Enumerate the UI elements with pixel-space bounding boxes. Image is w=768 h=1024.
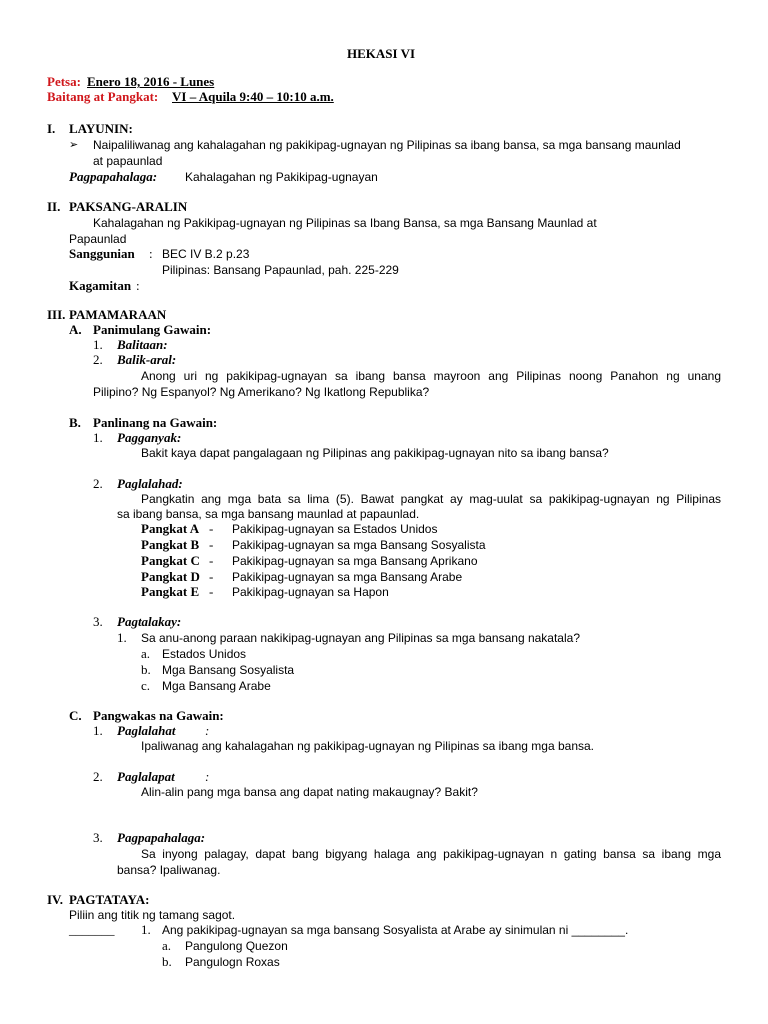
step-label: Pagganyak: bbox=[117, 430, 182, 445]
objective-line: at papaunlad bbox=[93, 154, 163, 168]
step-number: 2. bbox=[93, 769, 103, 784]
section-numeral: III. bbox=[47, 307, 66, 322]
step-label: Balik-aral: bbox=[117, 352, 177, 367]
question-number: 1. bbox=[141, 922, 151, 937]
value-label: Pagpapahalaga: bbox=[69, 169, 158, 184]
paragraph-line: bansa? Ipaliwanag. bbox=[117, 863, 221, 877]
step-number: 1. bbox=[93, 723, 103, 738]
subsection-heading: Panimulang Gawain: bbox=[93, 322, 212, 337]
paragraph-line: Pilipino? Ng Espanyol? Ng Amerikano? Ng Ikatlong Republika? bbox=[93, 385, 430, 399]
sanggunian-label: Sanggunian bbox=[69, 246, 135, 261]
reference-text: Pilipinas: Bansang Papaunlad, pah. 225-229 bbox=[162, 263, 399, 277]
bullet-arrow-icon: ➢ bbox=[69, 139, 79, 151]
step-number: 1. bbox=[93, 430, 103, 445]
section-numeral: II. bbox=[47, 199, 61, 214]
paragraph-line: Bakit kaya dapat pangalagaan ng Pilipinas ang pakikipag-ugnayan nito sa ibang bansa? bbox=[141, 446, 609, 460]
option-text: Pangulong Quezon bbox=[185, 939, 288, 953]
page-title: HEKASI VI bbox=[347, 46, 416, 61]
step-number: 2. bbox=[93, 476, 103, 491]
section-heading-pagtataya: PAGTATAYA: bbox=[69, 892, 150, 907]
step-label: Paglalapat bbox=[117, 769, 175, 784]
group-text: Pakikipag-ugnayan sa mga Bansang Arabe bbox=[232, 570, 463, 584]
kagamitan-label: Kagamitan bbox=[69, 278, 132, 293]
option-letter: b. bbox=[162, 954, 172, 969]
option-letter: b. bbox=[141, 662, 151, 677]
group-text: Pakikipag-ugnayan sa mga Bansang Sosyalista bbox=[232, 538, 486, 552]
subsection-letter: C. bbox=[69, 708, 82, 723]
step-label: Pagpapahalaga: bbox=[117, 830, 206, 845]
group-separator: - bbox=[209, 569, 214, 584]
question-text: Ang pakikipag-ugnayan sa mga bansang Sosyalista at Arabe ay sinimulan ni ________. bbox=[162, 923, 629, 937]
kagamitan-colon: : bbox=[136, 278, 140, 293]
sanggunian-colon: : bbox=[149, 246, 153, 261]
class-label: Baitang at Pangkat: bbox=[47, 89, 159, 104]
section-numeral: I. bbox=[47, 121, 56, 136]
step-label: Paglalahad: bbox=[117, 476, 183, 491]
paragraph-line: Sa inyong palagay, dapat bang bigyang halaga ang pakikipag-ugnayan n gating bansa sa ibang mga bbox=[141, 847, 721, 861]
step-number: 1. bbox=[93, 337, 103, 352]
option-letter: c. bbox=[141, 678, 151, 693]
group-separator: - bbox=[209, 553, 214, 568]
option-text: Mga Bansang Sosyalista bbox=[162, 663, 295, 677]
group-label: Pangkat D bbox=[141, 569, 200, 584]
option-text: Pangulogn Roxas bbox=[185, 955, 280, 969]
section-numeral: IV. bbox=[47, 892, 64, 907]
paragraph-line: Pangkatin ang mga bata sa lima (5). Bawat pangkat ay mag-uulat sa pakikipag-ugnayan ng Pilipinas bbox=[141, 492, 721, 506]
option-text: Mga Bansang Arabe bbox=[162, 679, 271, 693]
step-label: Paglalahat bbox=[117, 723, 176, 738]
question-number: 1. bbox=[117, 630, 127, 645]
reference-text: BEC IV B.2 p.23 bbox=[162, 247, 250, 261]
group-label: Pangkat B bbox=[141, 537, 200, 552]
section-heading-pamamaraan: PAMAMARAAN bbox=[69, 307, 167, 322]
group-separator: - bbox=[209, 537, 214, 552]
topic-line: Kahalagahan ng Pakikipag-ugnayan ng Pilipinas sa Ibang Bansa, sa mga Bansang Maunlad at bbox=[93, 216, 597, 230]
date-label: Petsa: bbox=[47, 74, 81, 89]
subsection-heading: Panlinang na Gawain: bbox=[93, 415, 218, 430]
group-text: Pakikipag-ugnayan sa Hapon bbox=[232, 585, 389, 599]
step-colon: : bbox=[205, 723, 210, 738]
group-text: Pakikipag-ugnayan sa Estados Unidos bbox=[232, 522, 438, 536]
subsection-letter: A. bbox=[69, 322, 82, 337]
paragraph-line: sa ibang bansa, sa mga bansang maunlad at papaunlad. bbox=[117, 507, 420, 521]
group-separator: - bbox=[209, 521, 214, 536]
step-label: Pagtalakay: bbox=[117, 614, 182, 629]
class-value: VI – Aquila 9:40 – 10:10 a.m. bbox=[172, 89, 334, 104]
answer-blank: _______ bbox=[69, 922, 115, 937]
step-number: 3. bbox=[93, 830, 103, 845]
subsection-letter: B. bbox=[69, 415, 81, 430]
section-heading-paksa: PAKSANG-ARALIN bbox=[69, 199, 188, 214]
question-text: Sa anu-anong paraan nakikipag-ugnayan ang Pilipinas sa mga bansang nakatala? bbox=[141, 631, 580, 645]
group-separator: - bbox=[209, 584, 214, 599]
paragraph-line: Anong uri ng pakikipag-ugnayan sa ibang bansa mayroon ang Pilipinas noong Panahon ng unang bbox=[141, 369, 721, 383]
objective-line: Naipaliliwanag ang kahalagahan ng pakikipag-ugnayan ng Pilipinas sa ibang bansa, sa mga bansang maunlad bbox=[93, 138, 681, 152]
group-text: Pakikipag-ugnayan sa mga Bansang Aprikano bbox=[232, 554, 478, 568]
step-number: 3. bbox=[93, 614, 103, 629]
group-label: Pangkat C bbox=[141, 553, 200, 568]
paragraph-line: Alin-alin pang mga bansa ang dapat nating makaugnay? Bakit? bbox=[141, 785, 478, 799]
date-value: Enero 18, 2016 - Lunes bbox=[87, 74, 215, 89]
value-text: Kahalagahan ng Pakikipag-ugnayan bbox=[185, 170, 378, 184]
subsection-heading: Pangwakas na Gawain: bbox=[93, 708, 224, 723]
step-number: 2. bbox=[93, 352, 103, 367]
topic-line: Papaunlad bbox=[69, 232, 127, 246]
group-label: Pangkat E bbox=[141, 584, 200, 599]
step-label: Balitaan: bbox=[117, 337, 168, 352]
option-letter: a. bbox=[162, 938, 172, 953]
option-text: Estados Unidos bbox=[162, 647, 247, 661]
instruction-text: Piliin ang titik ng tamang sagot. bbox=[69, 908, 236, 922]
group-label: Pangkat A bbox=[141, 521, 200, 536]
paragraph-line: Ipaliwanag ang kahalagahan ng pakikipag-ugnayan ng Pilipinas sa ibang mga bansa. bbox=[141, 739, 594, 753]
section-heading-layunin: LAYUNIN: bbox=[69, 121, 133, 136]
option-letter: a. bbox=[141, 646, 151, 661]
step-colon: : bbox=[205, 769, 210, 784]
